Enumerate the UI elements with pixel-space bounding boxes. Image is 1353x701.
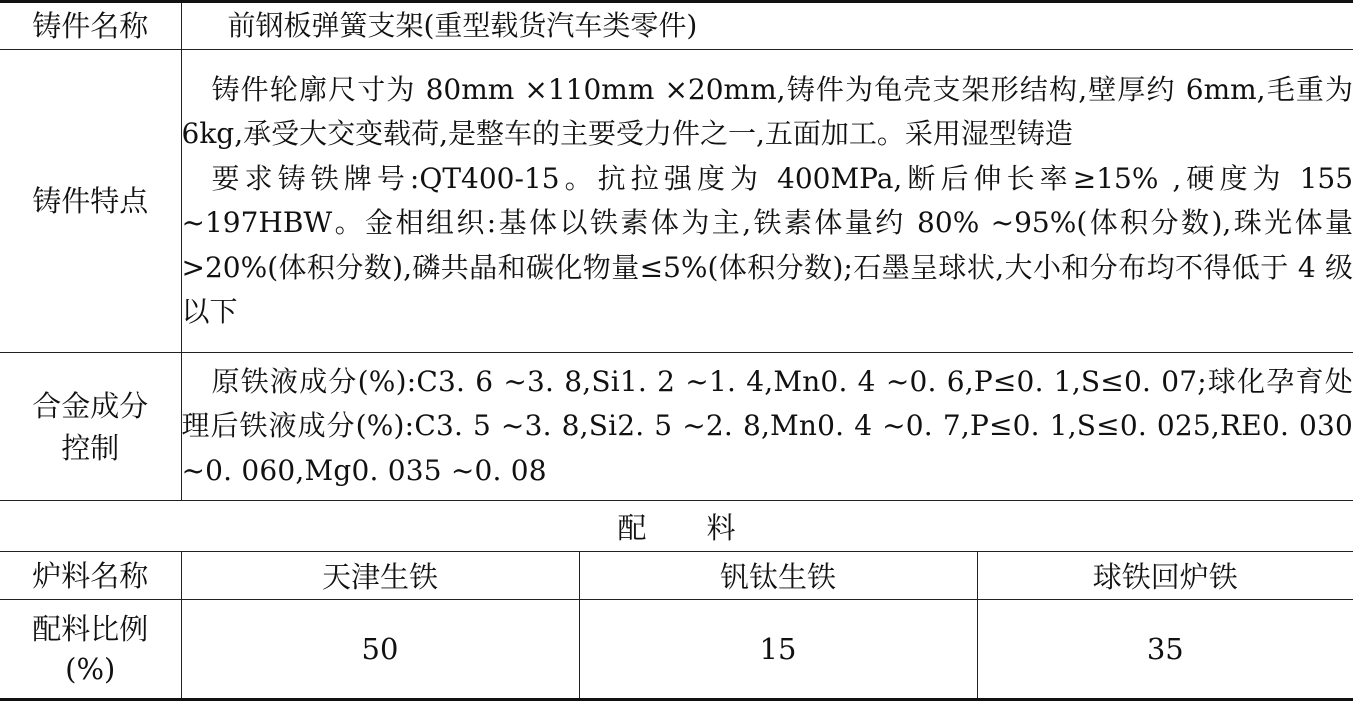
casting-name-row [0,2,1353,50]
casting-name-value: 前钢板弹簧支架(重型载货汽车类零件) [181,2,1353,50]
material-tianjin-pig-iron: 天津生铁 [181,552,579,600]
material-ductile-iron-returns: 球铁回炉铁 [977,552,1353,600]
batching-ratio-row [0,600,1353,700]
batching-ratio-label-line-2: (%) [0,649,181,689]
casting-features-content [181,50,1353,353]
charge-material-label: 炉料名称 [0,552,181,600]
alloy-control-content [181,353,1353,501]
alloy-control-label [0,353,181,501]
batching-section-title: 配料 [0,501,1353,552]
ratio-ductile-iron-returns: 35 [977,600,1353,700]
casting-features-label: 铸件特点 [0,50,181,353]
casting-features-paragraph-2: 要求铸铁牌号:QT400-15。抗拉强度为 400MPa,断后伸长率≥15% ,硬度为 155 ~197HBW。金相组织:基体以铁素体为主,铁素体量约 80% ~95%(体积分数),珠光体量 >20%(体积分数),磷共晶和碳化物量≤5%(体积分数);石墨呈球状,大小和分布均不得低于 4 级以下 [182,157,1353,335]
alloy-control-text: 原铁液成分(%):C3. 6 ~3. 8,Si1. 2 ~1. 4,Mn0. 4 ~0. 6,P≤0. 1,S≤0. 07;球化孕育处理后铁液成分(%):C3. 5 ~3. 8,Si2. 5 ~2. 8,Mn0. 4 ~0. 7,P≤0. 1,S≤0. 025,RE0. 030 ~0. 060,Mg0. 035 ~0. 08 [182,360,1353,494]
alloy-control-row [0,353,1353,501]
alloy-control-label-line-2: 控制 [0,427,181,469]
batching-ratio-label-line-1: 配料比例 [0,609,181,649]
casting-features-paragraph-1: 铸件轮廓尺寸为 80mm ×110mm ×20mm,铸件为龟壳支架形结构,壁厚约 6mm,毛重为 6kg,承受大交变载荷,是整车的主要受力件之一,五面加工。采用湿型铸造 [182,68,1353,157]
material-vanadium-titanium-pig-iron: 钒钛生铁 [579,552,977,600]
alloy-control-label-line-1: 合金成分 [0,385,181,427]
casting-features-row [0,50,1353,353]
ratio-tianjin-pig-iron: 50 [181,600,579,700]
batching-section-row [0,501,1353,552]
batching-ratio-label [0,600,181,700]
casting-name-label: 铸件名称 [0,2,181,50]
ratio-vanadium-titanium-pig-iron: 15 [579,600,977,700]
charge-material-header-row [0,552,1353,600]
